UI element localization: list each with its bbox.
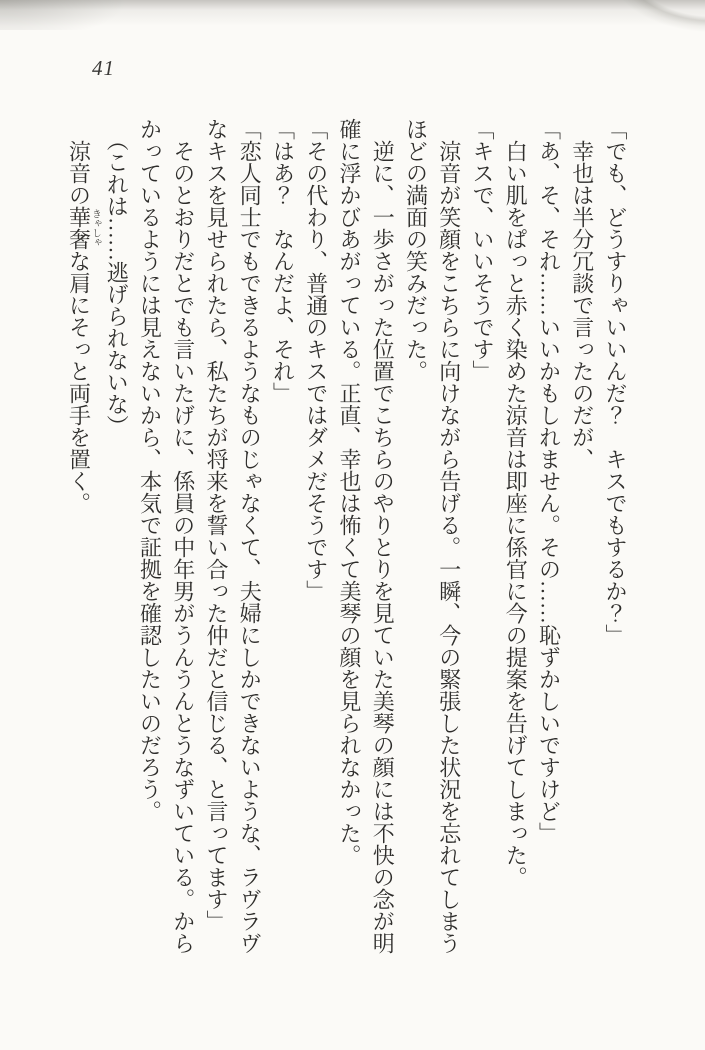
text-line-10: 「その代わり、普通のキスではダメだそうです」 <box>303 118 329 602</box>
text-line-12: 「恋人同士でもできるようなものじゃなくて、夫婦にしかできないような、ラヴラヴ <box>237 118 263 954</box>
text-line-5: 「キスで、いいそうです」 <box>470 118 495 382</box>
vertical-text-block <box>62 118 632 966</box>
text-line-4: 白い肌をぱっと赤く染めた涼音は即座に係官に今の提案を告げてしまった。 <box>503 118 529 888</box>
text-line-16: （これは……逃げられないな） <box>104 118 130 437</box>
text-line-2: 幸也は半分冗談で言ったのだが、 <box>569 118 595 470</box>
scan-top-shadow <box>0 0 705 30</box>
text-line-13: なキスを見せられたら、私たちが将来を誓い合った仲だと信じる、と言ってます」 <box>204 118 229 932</box>
text-line-3: 「あ、そ、それ……いいかもしれません。その……恥ずかしいですけど」 <box>536 118 562 844</box>
text-line-1: 「でも、どうすりゃいいんだ？ キスでもするか？」 <box>603 118 628 646</box>
page-number: 41 <box>92 56 115 80</box>
text-line-15: かっているようには見えないから、本気で証拠を確認したいのだろう。 <box>137 118 163 822</box>
text-line-9: 確に浮かびあがっている。正直、幸也は怖くて美琴の顔を見られなかった。 <box>337 118 362 866</box>
text-line-7: ほどの満面の笑みだった。 <box>403 118 429 382</box>
text-line-11: 「はあ？ なんだよ、それ」 <box>270 118 296 404</box>
ruby-annotated-word: 華奢きゃしゃ <box>66 206 100 250</box>
text-line-14: そのとおりだとでも言いたげに、係員の中年男がうんうんとうなずいている。から <box>170 118 196 954</box>
page-curl-shadow <box>535 0 705 80</box>
text-line-17: 涼音の華奢きゃしゃな肩にそっと両手を置く。 <box>66 118 100 514</box>
text-line-8: 逆に、一歩さがった位置でこちらのやりとりを見ていた美琴の顔には不快の念が明 <box>370 118 396 954</box>
text-line-6: 涼音が笑顔をこちらに向けながら告げる。一瞬、今の緊張した状況を忘れてしまう <box>436 118 462 954</box>
